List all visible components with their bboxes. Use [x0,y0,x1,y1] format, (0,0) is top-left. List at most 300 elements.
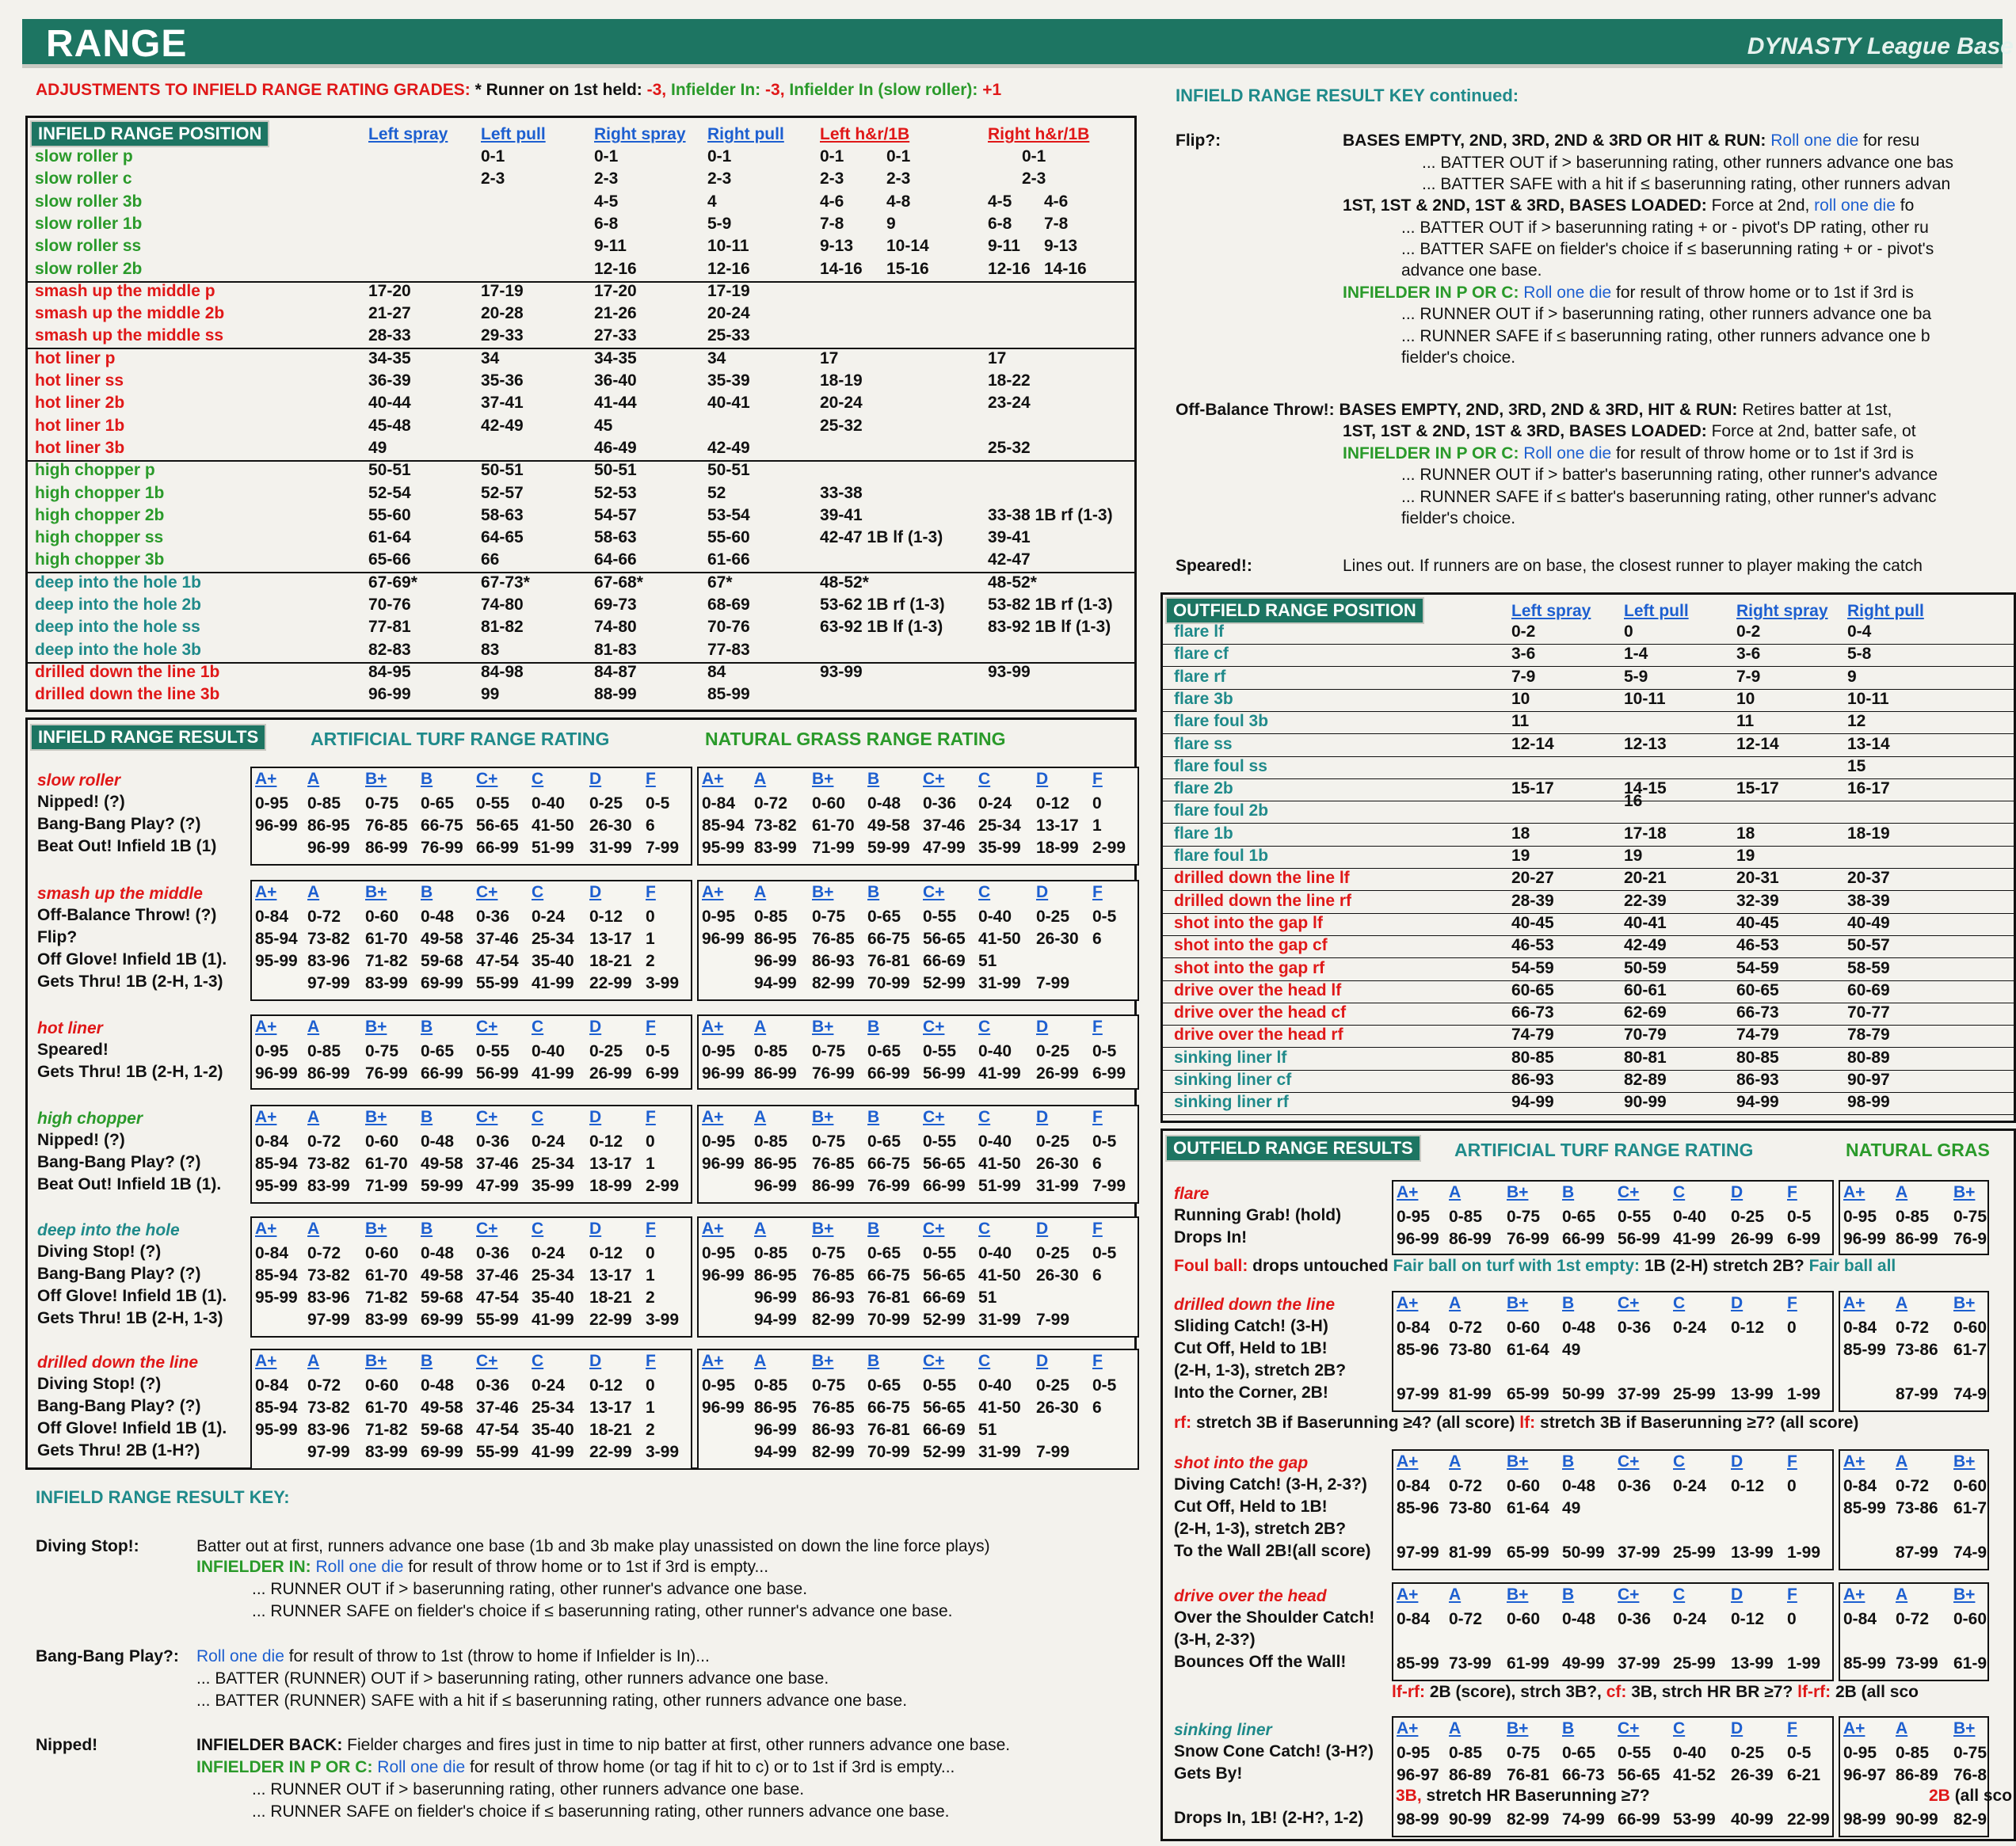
key2-ob-3 [1343,444,1914,463]
infield-turf-table-cell: 0-84 [255,1132,289,1151]
infield-position-cell: 9-11 [594,237,627,256]
outfield-position-header: Right pull [1847,602,1924,620]
infield-turf-table-cell: 71-99 [365,1177,408,1195]
outfield-note-part: 3B, strch HR BR ≥7? [1626,1683,1798,1701]
infield-turf-table-cell: 35-40 [532,1421,574,1439]
infield-turf-table-cell: 41-99 [532,1311,574,1329]
outfield-turf-table-cell: 37-99 [1618,1543,1660,1562]
infield-turf-table [250,1105,692,1204]
infield-turf-table-cell: 95-99 [255,1421,298,1439]
infield-position-cell: 64-65 [481,528,524,547]
outfield-position-label: flare 1b [1174,824,1233,843]
outfield-position-label: flare foul ss [1174,756,1267,775]
key-nip-1b: Fielder charges and fires just in time to nip batter at first, other runners advance one base. [347,1736,1011,1754]
outfield-grass-table-cell: 73-86 [1896,1341,1938,1359]
infield-position-header: Left spray [368,125,448,143]
outfield-turf-table-cell: 49 [1562,1341,1581,1359]
outfield-turf-table-grade: C+ [1618,1452,1640,1471]
infield-turf-table-grade: C [532,770,544,788]
outfield-position-label: drive over the head rf [1174,1026,1343,1045]
infield-grass-table-cell: 0-65 [867,908,901,926]
outfield-turf-table-grade: F [1787,1294,1797,1312]
outfield-position-cell: 40-45 [1511,913,1554,932]
key-diving-2c: for result of throw home or to 1st if 3rd is empty... [408,1558,769,1576]
infield-turf-table-cell: 0-60 [365,1376,399,1395]
infield-position-cell: 54-57 [594,505,637,524]
infield-position-cell: 9-13 [820,237,854,256]
outfield-grass-table-cell: 76-9 [1953,1230,1987,1248]
infield-grass-table-cell: 66-75 [867,1399,910,1417]
outfield-result-label: Over the Shoulder Catch! [1174,1608,1375,1627]
infield-position-cell: 9-11 [988,237,1020,256]
infield-turf-table-cell: 97-99 [307,1311,350,1329]
infield-turf-table-cell: 83-96 [307,952,350,970]
infield-result-label: Flip? [37,928,78,946]
infield-turf-table-cell: 7-99 [646,839,680,857]
infield-position-label: deep into the hole 3b [35,640,202,659]
infield-position-cell: 96-99 [368,685,411,704]
infield-grass-table-cell: 7-99 [1036,974,1070,992]
key-diving-1: Batter out at first, runners advance one base (1b and 3b make play unassisted on down the line force plays) [196,1537,990,1555]
infield-turf-table-grade: A+ [255,1018,277,1036]
infield-result-label: Off Glove! Infield 1B (1). [37,1287,227,1305]
infield-grass-table-cell: 0-24 [978,794,1012,813]
infield-grass-table-grade: A [754,1108,767,1126]
infield-position-cell: 50-51 [594,461,637,480]
infield-turf-table-cell: 59-68 [421,1288,463,1307]
infield-turf-table-grade: A [307,1108,320,1126]
infield-grass-table-cell: 56-65 [923,1266,966,1285]
outfield-result-label: Sliding Catch! (3-H) [1174,1317,1328,1335]
infield-position-cell: 66 [481,550,500,569]
infield-grass-table-cell: 56-65 [923,1155,966,1173]
infield-turf-table-grade: F [646,1352,656,1370]
infield-position-label: hot liner ss [35,371,124,390]
infield-grass-table-grade: C [978,1352,991,1370]
outfield-turf-table-cell: 0-25 [1731,1208,1765,1226]
infield-position-cell: 74-80 [481,596,524,614]
infield-position-cell: 17 [820,348,839,367]
outfield-grass-table-cell: 85-99 [1843,1499,1886,1517]
outfield-turf-table-cell: 37-99 [1618,1385,1660,1403]
infield-turf-table-cell: 0-55 [476,794,510,813]
outfield-turf-table-cell: 22-99 [1787,1810,1830,1829]
infield-grass-table-cell: 66-99 [867,1064,910,1083]
infield-grass-table-grade: C+ [923,1352,945,1370]
infield-position-cell: 20-24 [707,304,750,323]
infield-position-cell: 93-99 [988,662,1031,681]
outfield-grass-table-grade: A+ [1843,1183,1865,1201]
infield-grass-table-grade: C [978,883,991,901]
infield-position-cell: 77-83 [707,640,750,659]
infield-turf-table-grade: C [532,1018,544,1036]
infield-grass-table-cell: 71-99 [812,839,855,857]
infield-position-cell: 83-92 1B lf (1-3) [988,618,1111,637]
infield-turf-table-cell: 35-99 [532,1177,574,1195]
outfield-position-cell: 98-99 [1847,1093,1890,1112]
infield-turf-table-cell: 13-17 [589,1155,632,1173]
infield-position-cell: 58-63 [594,528,637,547]
outfield-turf-table-cell: 0-12 [1731,1319,1765,1337]
brand-title: DYNASTY League Base [1747,33,2014,59]
outfield-grass-title: NATURAL GRAS [1846,1140,1990,1160]
infield-position-cell: 45 [594,416,613,435]
infield-turf-table-cell: 73-82 [307,1155,350,1173]
infield-turf-table-grade: D [589,1220,602,1238]
outfield-position-cell: 32-39 [1736,891,1779,910]
key-bang-1a: Roll one die [196,1647,289,1665]
key2-flip-1 [1343,131,1919,150]
infield-turf-table-grade: C+ [476,770,498,788]
infield-result-label: Gets Thru! 1B (2-H, 1-3) [37,972,223,991]
outfield-position-cell: 15 [1847,756,1866,775]
infield-turf-table-cell: 25-34 [532,930,574,948]
infield-grass-table-cell: 83-99 [754,839,797,857]
infield-result-label: Gets Thru! 2B (1-H?) [37,1441,200,1460]
infield-position-cell: 39-41 [988,528,1031,547]
infield-position-cell: 67* [707,573,733,592]
outfield-grass-table-grade: B+ [1953,1585,1976,1604]
infield-grass-table-grade: F [1092,883,1103,901]
infield-turf-table-grade: B [421,770,433,788]
infield-grass-table-cell: 0-75 [812,1042,846,1060]
infield-grass-table-grade: B+ [812,1108,834,1126]
outfield-turf-table-grade: D [1731,1452,1744,1471]
infield-position-cell: 52-57 [481,483,524,502]
infield-grass-table [697,1216,1139,1338]
infield-turf-table-cell: 56-65 [476,816,519,835]
infield-position-label: slow roller 2b [35,259,143,278]
infield-position-label: hot liner 1b [35,416,125,435]
outfield-turf-table-cell: 0-36 [1618,1477,1652,1495]
infield-grass-table-grade: F [1092,770,1103,788]
outfield-turf-table-grade: A+ [1397,1452,1419,1471]
outfield-position-label: drive over the head cf [1174,1003,1347,1022]
infield-position-cell: 7-8 [1044,214,1069,233]
infield-turf-table-cell: 83-99 [365,1311,408,1329]
outfield-position-cell: 20-21 [1624,869,1667,888]
infield-grass-table-cell: 0-25 [1036,1376,1070,1395]
outfield-turf-table [1392,1291,1834,1412]
infield-grass-table-cell: 0-65 [867,1132,901,1151]
infield-grass-table-cell: 0-36 [923,794,957,813]
infield-turf-table-cell: 55-99 [476,1311,519,1329]
infield-turf-table-cell: 0-84 [255,1244,289,1262]
infield-turf-table-cell: 0 [646,1376,655,1395]
infield-turf-table-cell: 6 [646,816,655,835]
infield-position-cell: 93-99 [820,662,863,681]
infield-grass-table-cell: 0-40 [978,1042,1012,1060]
infield-grass-table-cell: 51 [978,952,997,970]
infield-grass-table-cell: 76-85 [812,1155,855,1173]
infield-position-cell: 88-99 [594,685,637,704]
outfield-turf-table-grade: C [1673,1452,1686,1471]
infield-position-cell: 41-44 [594,394,637,413]
infield-grass-table-grade: F [1092,1018,1103,1036]
infield-grass-table-grade: F [1092,1108,1103,1126]
infield-grass-table-cell: 0-75 [812,1376,846,1395]
outfield-position-cell: 80-81 [1624,1048,1667,1067]
infield-grass-table-grade: B+ [812,770,834,788]
infield-turf-table-grade: A+ [255,770,277,788]
infield-position-cell: 18-19 [820,371,863,390]
outfield-position-cell: 9 [1847,667,1857,686]
infield-position-label: high chopper p [35,461,155,480]
outfield-position-cell: 5-9 [1624,667,1648,686]
infield-turf-table-grade: D [589,1352,602,1370]
outfield-position-cell: 3-6 [1511,645,1536,664]
infield-position-label: smash up the middle 2b [35,304,225,323]
key-bang-2: ... BATTER (RUNNER) OUT if > baserunning rating, other runners advance one base. [196,1669,829,1688]
outfield-turf-table-cell: 0-60 [1507,1477,1541,1495]
outfield-grass-table-cell: 96-99 [1843,1230,1886,1248]
outfield-result-label: Running Grab! (hold) [1174,1206,1342,1224]
infield-grass-table-cell: 2-99 [1092,839,1126,857]
infield-turf-table-cell: 96-99 [255,816,298,835]
infield-position-cell: 0-1 [886,147,911,166]
infield-grass-table-cell: 94-99 [754,974,797,992]
outfield-turf-table-cell: 6-21 [1787,1766,1821,1784]
infield-turf-table-cell: 18-99 [589,1177,632,1195]
infield-position-cell: 5-9 [707,214,732,233]
infield-grass-table-grade: D [1036,1220,1049,1238]
outfield-turf-table-cell: 0-48 [1562,1610,1596,1628]
k: BASES EMPTY, 2ND, 3RD, 2ND & 3RD OR HIT & RUN: [1343,131,1771,150]
outfield-turf-table-cell: 25-99 [1673,1654,1716,1673]
infield-turf-table-cell: 61-70 [365,1266,408,1285]
infield-grass-table-grade: A [754,883,767,901]
outfield-position-cell: 7-9 [1511,667,1536,686]
infield-grass-table-cell: 35-99 [978,839,1021,857]
outfield-turf-table-cell: 0-40 [1673,1208,1707,1226]
infield-grass-table-cell: 52-99 [923,974,966,992]
infield-turf-table-cell: 66-75 [421,816,463,835]
outfield-turf-table-cell: 0-60 [1507,1319,1541,1337]
outfield-position-cell: 12-13 [1624,734,1667,753]
infield-position-cell: 42-47 [988,550,1031,569]
infield-position-cell: 23-24 [988,394,1031,413]
infield-position-cell: 4-6 [1044,192,1069,211]
outfield-position-cell: 60-61 [1624,980,1667,999]
infield-turf-table-cell: 6-99 [646,1064,680,1083]
key2-flip-3: ... BATTER SAFE with a hit if ≤ baserunning rating, other runners advan [1422,175,1951,193]
infield-turf-table-cell: 95-99 [255,1177,298,1195]
outfield-turf-table-cell: 26-99 [1731,1230,1774,1248]
outfield-turf-table-cell: 0-24 [1673,1477,1707,1495]
infield-turf-table-cell: 0-12 [589,1132,623,1151]
infield-turf-table-cell: 2 [646,1421,655,1439]
infield-grass-table-cell: 0-5 [1092,1042,1117,1060]
adjust-a2v: -3, [765,81,785,99]
infield-turf-table-cell: 0-75 [365,794,399,813]
infield-turf-table-cell: 49-58 [421,930,463,948]
infield-grass-table-cell: 0-65 [867,1042,901,1060]
infield-position-cell: 39-41 [820,505,863,524]
infield-turf-table-cell: 85-94 [255,1155,298,1173]
infield-turf-table-cell: 35-40 [532,952,574,970]
infield-grass-table-cell: 0-5 [1092,1376,1117,1395]
infield-grass-table-cell: 0-75 [812,1244,846,1262]
infield-turf-table-cell: 97-99 [307,974,350,992]
k: Off-Balance Throw!: [1176,401,1340,419]
outfield-turf-table-grade: B+ [1507,1183,1529,1201]
infield-turf-table-cell: 0-24 [532,908,566,926]
infield-position-cell: 4-8 [886,192,911,211]
infield-grass-table-cell: 86-93 [812,1288,855,1307]
infield-position-cell: 50-51 [368,461,411,480]
outfield-note [1174,1414,1858,1433]
outfield-turf-table-grade: A+ [1397,1719,1419,1738]
infield-grass-table-grade: B [867,770,880,788]
infield-turf-table-cell: 0-25 [589,1042,623,1060]
outfield-turf-table-grade: D [1731,1294,1744,1312]
infield-grass-table-grade: C+ [923,770,945,788]
outfield-grass-table [1839,1716,1989,1837]
infield-grass-table-cell: 13-17 [1036,816,1079,835]
outfield-position-cell: 54-59 [1736,958,1779,977]
infield-turf-table-cell: 0-40 [532,794,566,813]
outfield-turf-table-cell: 53-99 [1673,1810,1716,1829]
infield-turf-table-cell: 66-99 [476,839,519,857]
infield-turf-table-cell: 0-60 [365,1132,399,1151]
infield-position-cell: 34 [481,348,500,367]
outfield-result-label: (3-H, 2-3?) [1174,1631,1256,1649]
infield-turf-table-cell: 61-70 [365,1155,408,1173]
outfield-grass-table-cell: 0-60 [1953,1319,1987,1337]
infield-turf-table-cell: 0-65 [421,1042,455,1060]
outfield-position-title: OUTFIELD RANGE POSITION [1165,597,1424,624]
outfield-turf-table-grade: F [1787,1452,1797,1471]
outfield-turf-table-cell: 85-96 [1397,1341,1439,1359]
infield-turf-table-cell: 0-24 [532,1244,566,1262]
outfield-turf-table-cell: 26-39 [1731,1766,1774,1784]
infield-grass-table-cell: 61-70 [812,816,855,835]
k: 1ST, 1ST & 2ND, 1ST & 3RD, BASES LOADED: [1343,196,1712,215]
infield-turf-table-cell: 0-84 [255,1376,289,1395]
infield-turf-table-cell: 37-46 [476,1266,519,1285]
infield-position-cell: 81-82 [481,618,524,637]
adjustments-line [36,81,1001,100]
infield-turf-table-cell: 85-94 [255,1266,298,1285]
infield-turf-table-cell: 73-82 [307,930,350,948]
infield-position-cell: 25-32 [988,438,1031,457]
infield-grass-table-cell: 70-99 [867,1443,910,1461]
infield-turf-table-cell: 22-99 [589,1443,632,1461]
infield-grass-table-grade: B+ [812,1352,834,1370]
key2-sp-label: Speared!: [1176,557,1252,575]
infield-position-label: hot liner p [35,348,116,367]
outfield-note-part: Fair ball all [1808,1257,1896,1275]
outfield-turf-table-cell: 41-99 [1673,1230,1716,1248]
outfield-grass-table-cell: 0-75 [1953,1208,1987,1226]
outfield-grass-table-cell: 98-99 [1843,1810,1886,1829]
outfield-note2 [1396,1787,1650,1806]
outfield-position-divider [1160,756,2016,757]
infield-turf-table-cell: 0-72 [307,1132,341,1151]
outfield-grass-table-grade: A+ [1843,1294,1865,1312]
infield-position-label: high chopper 2b [35,505,165,524]
infield-grass-table-cell: 47-99 [923,839,966,857]
infield-turf-table-cell: 73-82 [307,1399,350,1417]
infield-turf-table-grade: A [307,1220,320,1238]
infield-turf-table-cell: 61-70 [365,930,408,948]
infield-turf-table-cell: 59-68 [421,1421,463,1439]
outfield-turf-table-cell: 41-52 [1673,1766,1716,1784]
infield-turf-table-grade: F [646,1018,656,1036]
infield-turf-table-cell: 18-21 [589,1421,632,1439]
infield-grass-table-grade: A+ [702,1220,724,1238]
infield-grass-table-cell: 0-25 [1036,1042,1070,1060]
infield-position-label: hot liner 3b [35,438,125,457]
infield-position-cell: 4-5 [594,192,619,211]
infield-grass-table-cell: 0-85 [754,908,788,926]
infield-turf-table-grade: F [646,770,656,788]
outfield-position-cell: 70-77 [1847,1003,1890,1022]
infield-grass-table-grade: A+ [702,1018,724,1036]
infield-position-cell: 40-44 [368,394,411,413]
outfield-position-divider [1160,1114,2016,1115]
outfield-turf-table-grade: F [1787,1719,1797,1738]
infield-grass-table-grade: A+ [702,770,724,788]
infield-turf-table-cell: 0-72 [307,908,341,926]
outfield-turf-table-grade: D [1731,1719,1744,1738]
infield-position-cell: 12-16 [594,259,637,278]
infield-position-cell: 67-69* [368,573,417,592]
infield-position-header: Left pull [481,125,546,143]
infield-position-cell: 0-1 [594,147,619,166]
outfield-turf-table-cell: 0-24 [1673,1319,1707,1337]
outfield-turf-table-cell: 86-99 [1449,1230,1492,1248]
outfield-position-cell: 17-18 [1624,824,1667,843]
outfield-turf-table-cell: 0-84 [1397,1610,1431,1628]
infield-turf-table-cell: 0-36 [476,908,510,926]
infield-grass-table-cell: 0-40 [978,1132,1012,1151]
outfield-position-label: flare cf [1174,645,1229,664]
infield-turf-table-cell: 3-99 [646,974,680,992]
outfield-group-name: flare [1174,1185,1210,1203]
infield-turf-table-cell: 0-36 [476,1244,510,1262]
infield-grass-table [697,767,1139,866]
infield-turf-table-cell: 13-17 [589,1399,632,1417]
infield-position-cell: 18-22 [988,371,1031,390]
outfield-turf-table-grade: C+ [1618,1294,1640,1312]
infield-turf-table-grade: C+ [476,1352,498,1370]
infield-position-cell: 36-40 [594,371,637,390]
infield-grass-table-cell: 51 [978,1421,997,1439]
outfield-position-cell: 0-2 [1511,622,1536,641]
infield-position-cell: 15-16 [886,259,929,278]
infield-grass-table-cell: 49-58 [867,816,910,835]
infield-turf-table-cell: 95-99 [255,952,298,970]
infield-turf-table-cell: 3-99 [646,1311,680,1329]
outfield-turf-table-cell: 13-99 [1731,1543,1774,1562]
key2-ob-5: ... RUNNER SAFE if ≤ batter's baserunning rating, other runner's advanc [1401,488,1937,506]
infield-turf-table-cell: 69-99 [421,974,463,992]
infield-grass-table-cell: 76-81 [867,952,910,970]
infield-turf-table-cell: 22-99 [589,1311,632,1329]
infield-turf-table-cell: 83-99 [365,1443,408,1461]
infield-position-cell: 49 [368,438,387,457]
outfield-turf-table-grade: B [1562,1585,1575,1604]
infield-position-cell: 37-41 [481,394,524,413]
infield-turf-table-cell: 0 [646,908,655,926]
outfield-turf-table-cell: 0 [1787,1610,1797,1628]
infield-position-cell: 0-1 [481,147,505,166]
infield-grass-table-grade: C+ [923,883,945,901]
outfield-turf-table-grade: A [1449,1719,1462,1738]
infield-position-cell: 17-20 [368,281,411,300]
outfield-grass-table-cell: 0-72 [1896,1477,1930,1495]
